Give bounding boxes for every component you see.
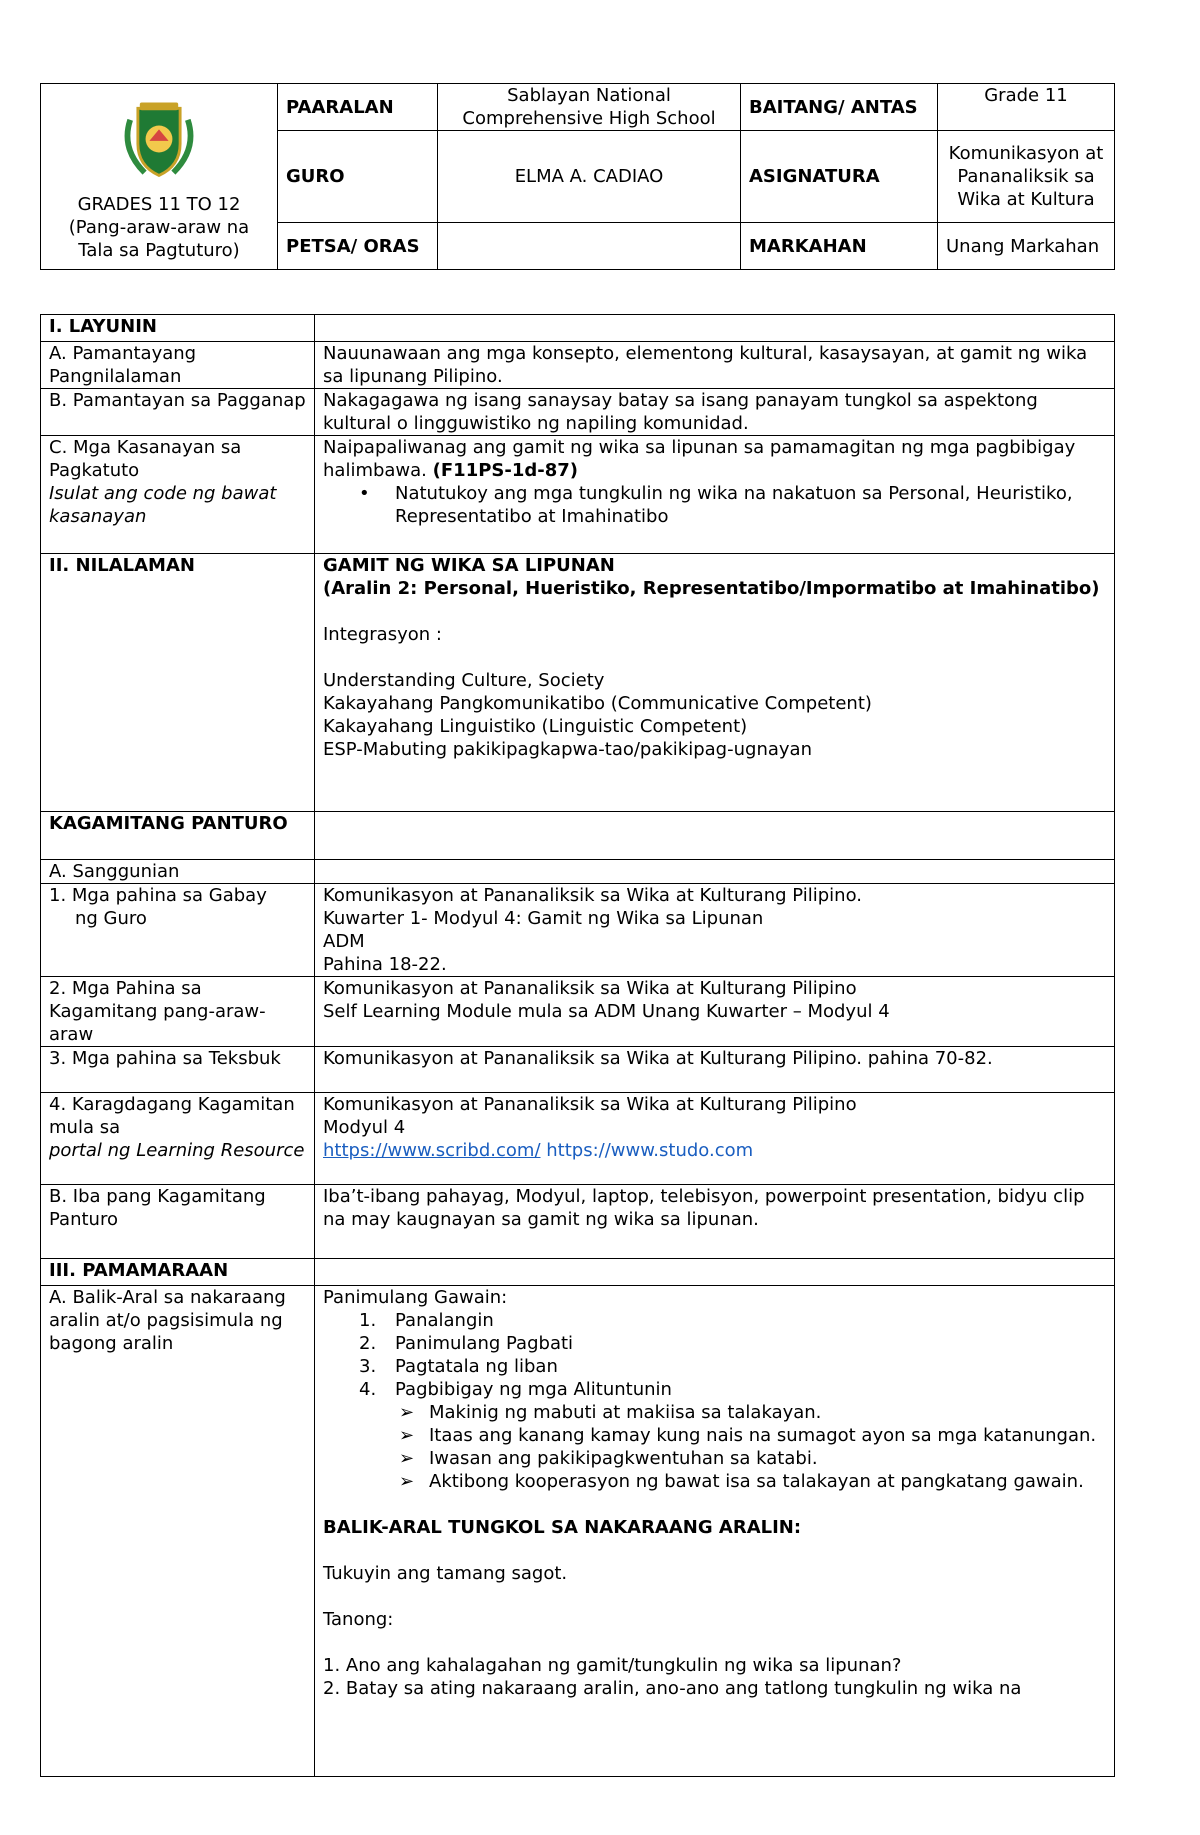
iba-label: B. Iba pang Kagamitang Panturo [41,1185,315,1259]
layunin-a-value: Nauunawaan ang mga konsepto, elementong kultural, kasaysayan, at gamit ng wika sa lipunang Pilipino. [315,342,1115,389]
arrow-bullet-icon: ➢ [399,1471,415,1492]
ref4-label-italic: portal ng Learning Resource [49,1140,305,1161]
baitang-label: BAITANG/ ANTAS [741,84,938,131]
asignatura-label: ASIGNATURA [741,131,938,223]
rules-list [323,1401,1106,1493]
arrow-bullet-icon: ➢ [399,1402,415,1423]
empty-cell [315,860,1115,884]
balik-aral-cell [315,1286,1115,1777]
ref1-label-cont: ng Guro [75,908,147,929]
layunin-c-value-cell [315,436,1115,554]
step-item: 3. Pagtatala ng liban [359,1356,558,1377]
steps-list [323,1309,1106,1401]
lesson-plan-table [40,314,1115,1777]
layunin-c-cell [41,436,315,554]
guro-value: ELMA A. CADIAO [438,131,741,223]
paaralan-value: Sablayan National Comprehensive High School [438,84,741,131]
ref1-value-cell [315,884,1115,977]
ref2-value-cell [315,977,1115,1047]
step-item: 1. Panalangin [359,1310,494,1331]
ref2-label: 2. Mga Pahina sa Kagamitang pang-araw-araw [41,977,315,1047]
rule-item: ➢ Makinig ng mabuti at makiisa sa talakayan. [399,1402,822,1423]
balik-aral-label: A. Balik-Aral sa nakaraang aralin at/o pagsisimula ng bagong aralin [41,1286,315,1777]
pamamaraan-heading: III. PAMAMARAAN [41,1259,315,1286]
layunin-heading: I. LAYUNIN [41,315,315,342]
arrow-bullet-icon: ➢ [399,1425,415,1446]
nilalaman-cell [315,554,1115,812]
baitang-value: Grade 11 [938,84,1115,131]
ref3-label: 3. Mga pahina sa Teksbuk [41,1047,315,1093]
sanggunian-label: A. Sanggunian [41,860,315,884]
layunin-c-label: C. Mga Kasanayan sa Pagkatuto [49,437,242,481]
balik-aral-heading: BALIK-ARAL TUNGKOL SA NAKARAANG ARALIN: [323,1517,802,1538]
rule-item: ➢ Itaas ang kanang kamay kung nais na sumagot ayon sa mga katanungan. [399,1425,1097,1446]
step-item: 2. Panimulang Pagbati [359,1333,574,1354]
layunin-c-note: Isulat ang code ng bawat kasanayan [49,483,277,527]
grades-note: (Pang-araw-araw na Tala sa Pagtuturo) [68,217,250,261]
petsa-label: PETSA/ ORAS [278,223,438,270]
ref3-value: Komunikasyon at Pananaliksik sa Wika at Kulturang Pilipino. pahina 70-82. [315,1047,1115,1093]
empty-cell [315,315,1115,342]
ref2-line: Komunikasyon at Pananaliksik sa Wika at Kulturang Pilipino [323,978,857,999]
rule-item: ➢ Iwasan ang pakikipagkwentuhan sa katabi. [399,1448,818,1469]
ref4-line: Komunikasyon at Pananaliksik sa Wika at Kulturang Pilipino [323,1094,857,1115]
iba-value: Iba’t-ibang pahayag, Modyul, laptop, telebisyon, powerpoint presentation, bidyu clip na may kaugnayan sa gamit ng wika sa lipunan. [315,1185,1115,1259]
integrasyon-item: ESP-Mabuting pakikipagkapwa-tao/pakikipag-ugnayan [323,739,812,760]
header-table [40,83,1115,270]
grades-label: GRADES 11 TO 12 [77,194,241,215]
guro-label: GURO [278,131,438,223]
rule-item: ➢ Aktibong kooperasyon ng bawat isa sa talakayan at pangkatang gawain. [399,1471,1084,1492]
nilalaman-title: GAMIT NG WIKA SA LIPUNAN [323,555,615,576]
integrasyon-item: Understanding Culture, Society [323,670,605,691]
empty-cell [315,812,1115,860]
ref4-value-cell [315,1093,1115,1185]
petsa-value [438,223,741,270]
arrow-bullet-icon: ➢ [399,1448,415,1469]
school-seal-icon [111,91,207,187]
ref2-line: Self Learning Module mula sa ADM Unang Kuwarter – Modyul 4 [323,1001,890,1022]
layunin-a-label: A. Pamantayang Pangnilalaman [41,342,315,389]
question-1: 1. Ano ang kahalagahan ng gamit/tungkulin ng wika sa lipunan? [323,1655,902,1676]
ref1-label-cell [41,884,315,977]
integrasyon-item: Kakayahang Pangkomunikatibo (Communicative Competent) [323,693,872,714]
ref1-line: ADM [323,931,365,952]
layunin-c-bullet: • Natutukoy ang mga tungkulin ng wika na nakatuon sa Personal, Heuristiko, Representatibo at Imahinatibo [395,482,1106,528]
step-item: 4. Pagbibigay ng mga Alituntunin [359,1379,672,1400]
school-logo-cell [41,84,278,270]
nilalaman-subtitle: (Aralin 2: Personal, Hueristiko, Representatibo/Impormatibo at Imahinatibo) [323,578,1100,599]
ref4-line: Modyul 4 [323,1117,406,1138]
ref1-line: Komunikasyon at Pananaliksik sa Wika at Kulturang Pilipino. [323,885,862,906]
layunin-c-code: (F11PS-1d-87) [432,460,578,481]
markahan-label: MARKAHAN [741,223,938,270]
ref1-line: Pahina 18-22. [323,954,447,975]
layunin-b-label: B. Pamantayan sa Pagganap [41,389,315,436]
scribd-link[interactable]: https://www.scribd.com/ [323,1140,541,1161]
layunin-b-value: Nakagagawa ng isang sanaysay batay sa isang panayam tungkol sa aspektong kultural o lingguwistiko ng napiling komunidad. [315,389,1115,436]
ref4-label: 4. Karagdagang Kagamitan mula sa [49,1094,295,1138]
ref1-label: 1. Mga pahina sa Gabay [49,885,267,906]
integrasyon-label: Integrasyon : [323,624,442,645]
panimula-label: Panimulang Gawain: [323,1287,508,1308]
empty-cell [315,1259,1115,1286]
ref4-label-cell [41,1093,315,1185]
tukuyin-text: Tukuyin ang tamang sagot. [323,1563,568,1584]
layunin-c-value: Naipapaliwanag ang gamit ng wika sa lipunan sa pamamagitan ng mga pagbibigay halimbawa. [323,437,1076,481]
question-2: 2. Batay sa ating nakaraang aralin, ano-ano ang tatlong tungkulin ng wika na [323,1678,1022,1699]
tanong-label: Tanong: [323,1609,394,1630]
nilalaman-heading: II. NILALAMAN [41,554,315,812]
paaralan-label: PAARALAN [278,84,438,131]
asignatura-value: Komunikasyon at Pananaliksik sa Wika at Kultura [938,131,1115,223]
studo-link[interactable]: https://www.studo.com [546,1140,754,1161]
markahan-value: Unang Markahan [938,223,1115,270]
ref1-line: Kuwarter 1- Modyul 4: Gamit ng Wika sa Lipunan [323,908,764,929]
kagamitan-heading: KAGAMITANG PANTURO [41,812,315,860]
integrasyon-item: Kakayahang Linguistiko (Linguistic Competent) [323,716,748,737]
